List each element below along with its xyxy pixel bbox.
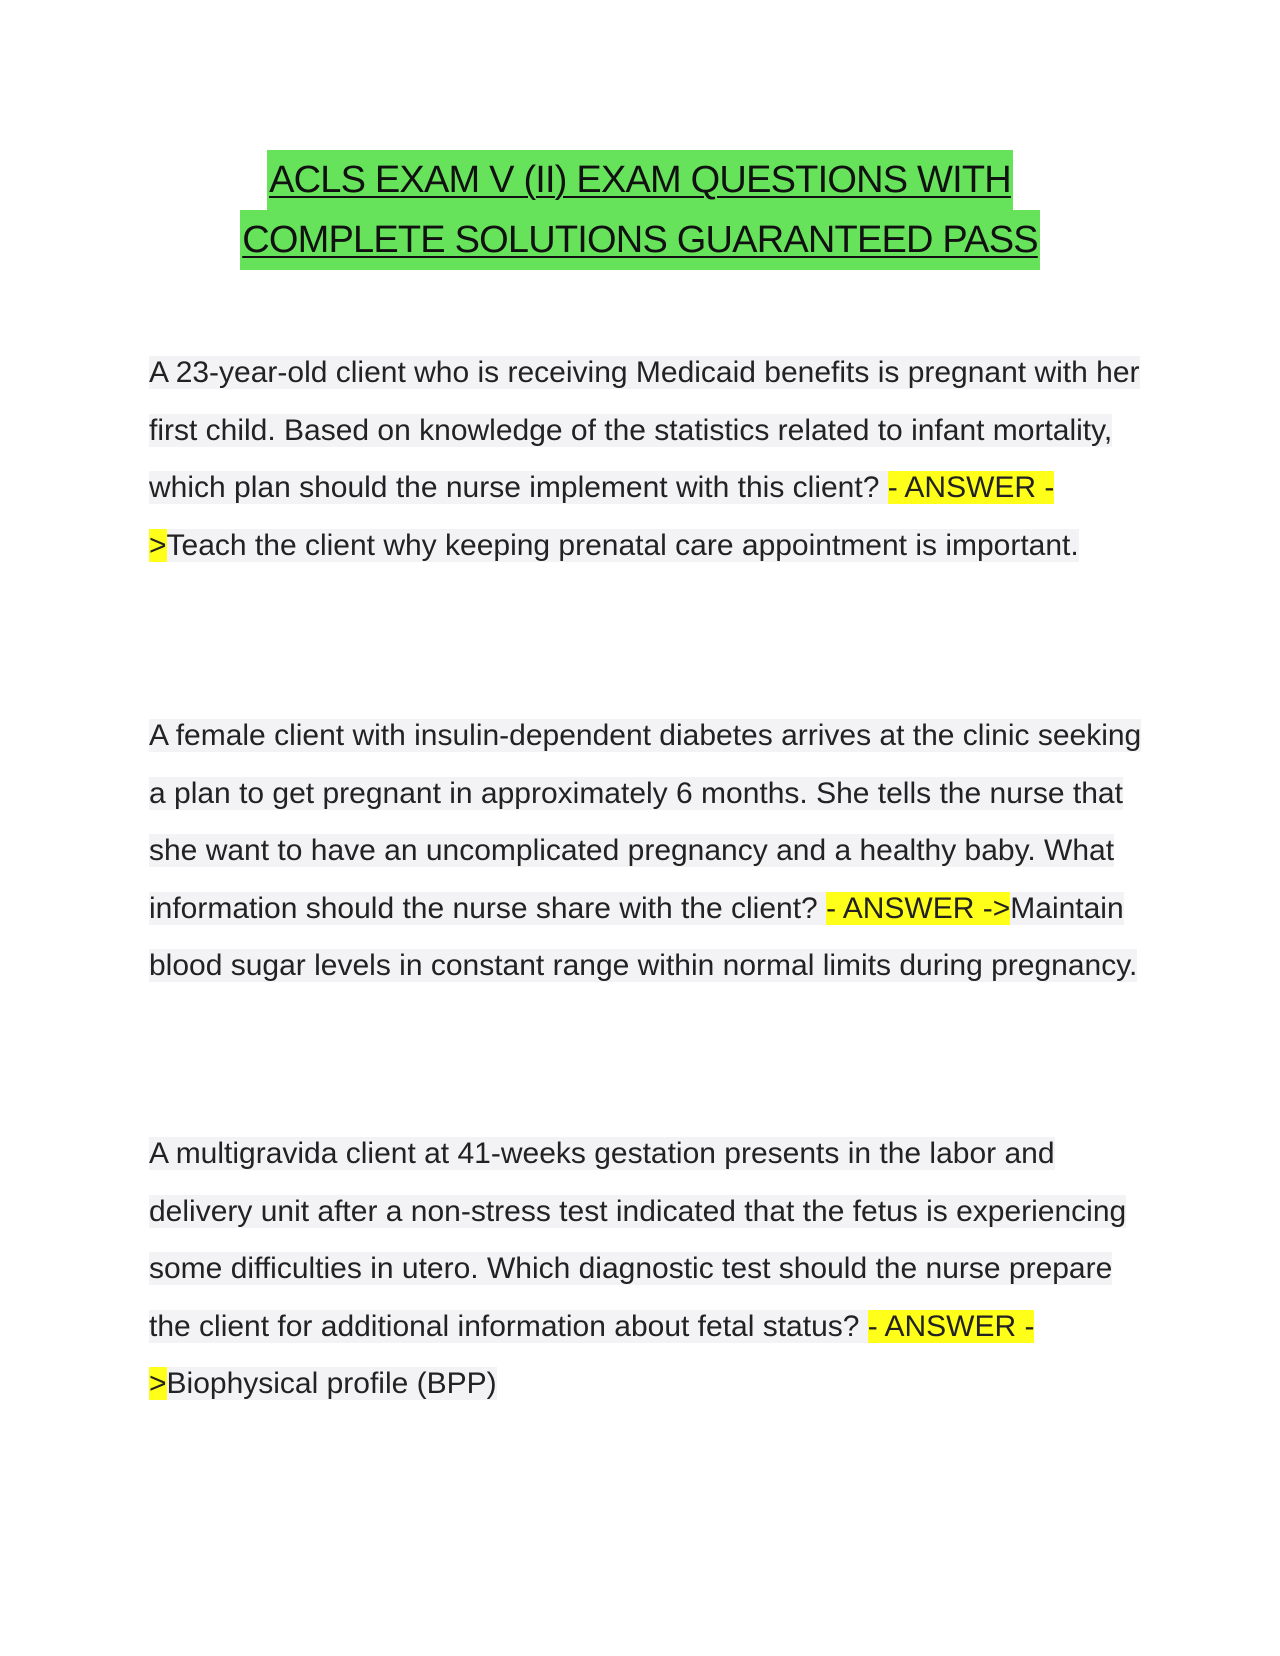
answer-text: Biophysical profile (BPP)	[166, 1367, 497, 1400]
answer-marker: - ANSWER ->	[149, 471, 1055, 562]
question-text: A 23-year-old client who is receiving Medicaid benefits is pregnant with her first child. Based on knowledge of the statistics related to infant mortality, which plan should the nurse implement with this client?	[149, 356, 1140, 504]
answer-marker: - ANSWER ->	[149, 1309, 1035, 1400]
answer-text: Maintain blood sugar levels in constant range within normal limits during pregnancy.	[149, 891, 1138, 982]
document-title	[0, 150, 1280, 270]
question-text: A multigravida client at 41-weeks gestation presents in the labor and delivery unit after a non-stress test indicated that the fetus is experiencing some difficulties in utero. Which diagnostic test should the nurse prepare the client for additional information about fetal status?	[149, 1137, 1127, 1343]
answer-text: Teach the client why keeping prenatal care appointment is important.	[166, 528, 1079, 562]
answer-marker: - ANSWER ->	[826, 891, 1011, 925]
question-block-3	[149, 1125, 1149, 1413]
title-line-2: COMPLETE SOLUTIONS GUARANTEED PASS	[240, 210, 1040, 270]
question-text: A female client with insulin-dependent diabetes arrives at the clinic seeking a plan to get pregnant in approximately 6 months. She tells the nurse that she want to have an uncomplicated pregnancy and a healthy baby. What information should the nurse share with the client?	[149, 719, 1142, 925]
question-block-2	[149, 707, 1149, 995]
question-block-1	[149, 344, 1149, 574]
title-line-1: ACLS EXAM V (II) EXAM QUESTIONS WITH	[267, 150, 1013, 210]
